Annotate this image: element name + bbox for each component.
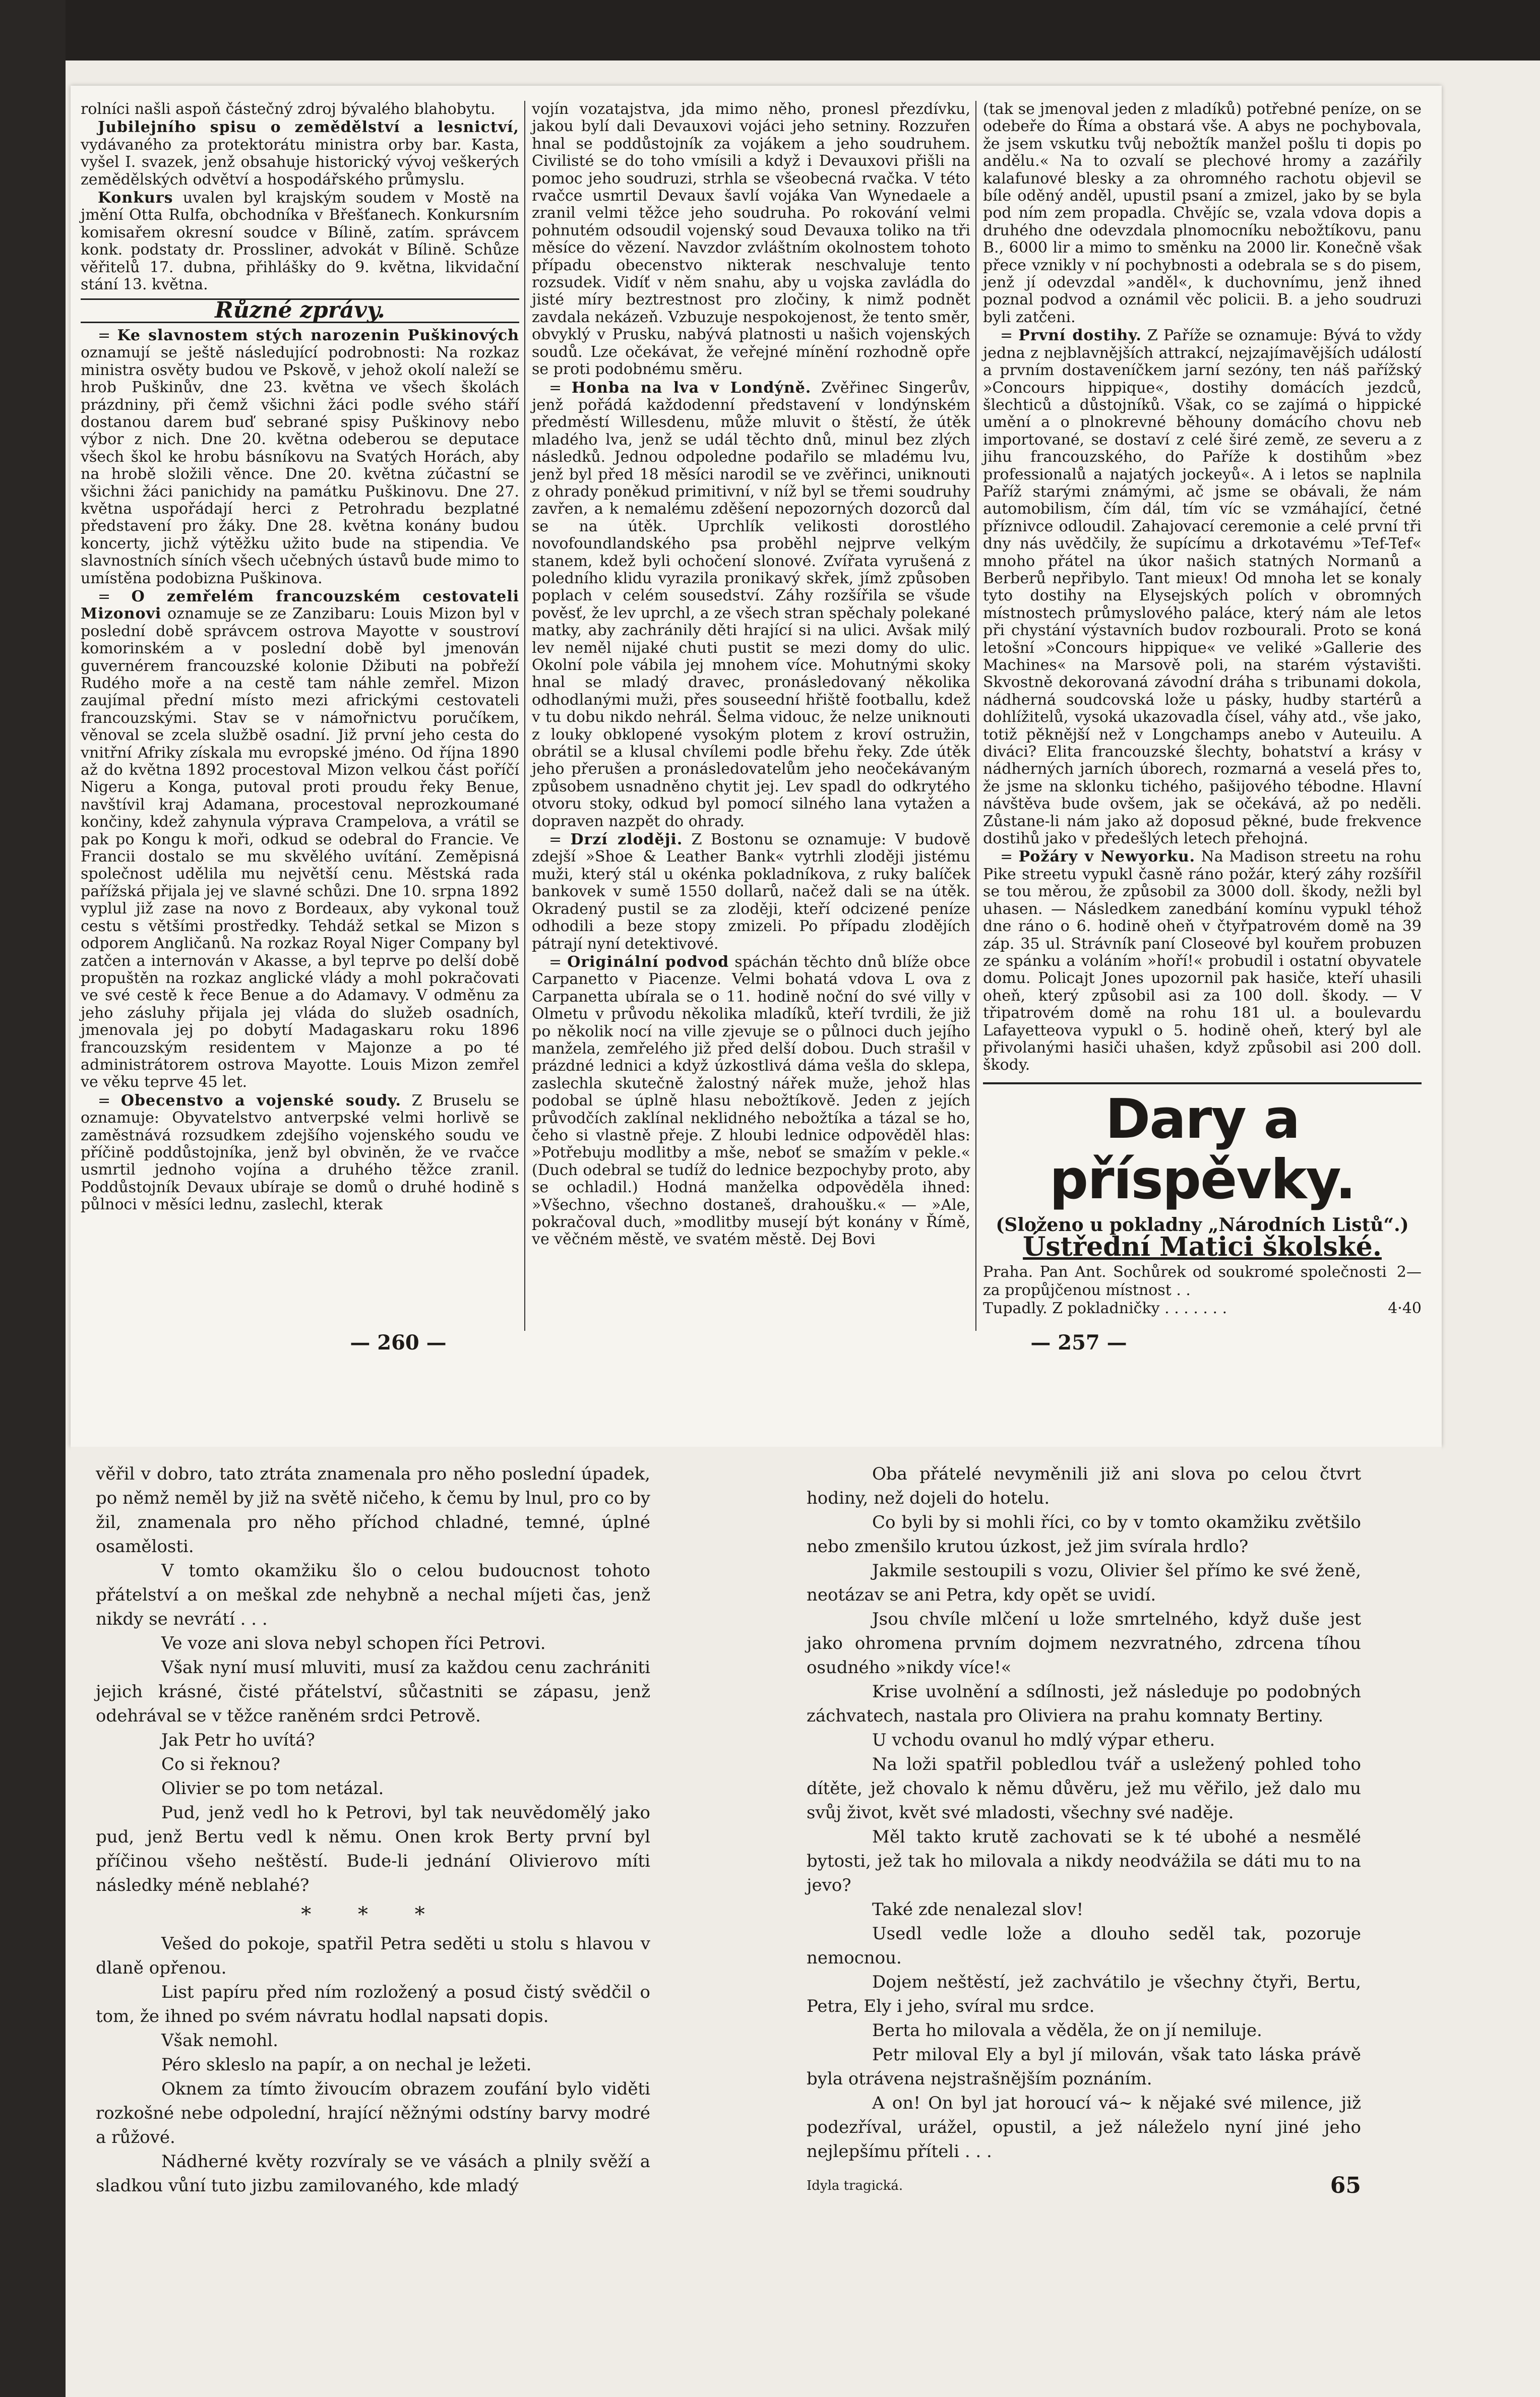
book-paragraph: Péro skleslo na papír, a on nechal je ležeti. xyxy=(161,2055,532,2075)
news-column-1 xyxy=(81,101,519,1215)
news-paragraph: = Honba na lva v Londýně. Zvěřinec Singerův, jenž pořádá každodenní představení v londýnském předměstí Willesdenu, může mluvit o štěstí, že útěk mladého lva, jenž se udál těchto dnů, minul bez zlých následků. Jednou odpoledne podařilo se mladému lvu, jenž byl před 18 měsíci narodil se ve zvěřinci, uniknouti z ohrady poněkud primitivní, v níž byl se třemi soudruhy zavřen, a k nemalému zděšení nepozorných dozorců dal se na útěk. Uprchlík velikosti dorostlého novofoundlandského psa proběhl nejprve velkým stanem, kdež byli ochočení slonové. Zvířata vyrušená z poledního klidu vyrazila pronikavý skřek, jímž způsoben poplach v celém sousedství. Záhy rozšířila se všude pověsť, že lev uprchl, a ze všech stran spěchaly polekané matky, aby zachránily děti hrající si na ulici. Avšak milý lev neměl nijaké chuti pustit se mezi domy do ulic. Okolní pole vábila jej mnohem více. Mohutnými skoky hnal se mladý dravec, pronásledovaný několika odhodlanými muži, přes souseední hřiště footballu, kdež v tu dobu nikdo nehrál. Šelma vidouc, že nelze uniknouti z louky obklopené vysokým plotem z kroví ostružin, obrátil se a klusal chvílemi podle břehu řeky. Zde útěk jeho přerušen a pronásledovatelům jeho neočekávaným způsobem usnadněno chytit jej. Lev spadl do odkrytého otvoru stoky, odkud byl pomocí silného lana vytažen a dopraven nazpět do ohrady. xyxy=(532,379,970,830)
page-number-right: — 257 — xyxy=(1030,1331,1127,1355)
news-column-2 xyxy=(532,101,970,1250)
news-paragraph: rolníci našli aspoň částečný zdroj bývalého blahobytu. xyxy=(81,100,496,118)
column-rule xyxy=(975,101,976,1331)
section-break: * * * xyxy=(301,1903,445,1926)
section-heading: Různé zprávy. xyxy=(81,298,519,323)
book-paragraph: Jakmile sestoupili s vozu, Olivier šel přímo ke své ženě, neotázav se ani Petra, kdy opět se uvidí. xyxy=(807,1561,1361,1605)
book-paragraph: Olivier se po tom netázal. xyxy=(161,1778,384,1799)
book-paragraph: Petr miloval Ely a byl jí milován, však tato láska právě byla otrávena nejstrašnějším poznáním. xyxy=(807,2045,1361,2089)
book-paragraph: Jsou chvíle mlčení u lože smrtelného, když duše jest jako ohromena prvním dojmem nezvratného, zdrcena tíhou osudného »nikdy více!« xyxy=(807,1609,1361,1678)
book-page-number: 65 xyxy=(1330,2173,1361,2198)
newspaper-clipping xyxy=(71,86,1442,1447)
book-paragraph: Co byli by si mohli říci, co by v tomto okamžiku zvětšilo nebo zmenšilo krutou úzkost, jež jim svírala hrdlo? xyxy=(807,1512,1361,1557)
book-column-right xyxy=(807,1462,1361,2198)
donation-row: Tupadly. Z pokladničky . . . . . . . 4·40 xyxy=(983,1299,1422,1317)
book-paragraph: Dojem neštěstí, jež zachvátilo je všechny čtyři, Bertu, Petra, Ely i jeho, svíral mu srdce. xyxy=(807,1972,1361,2016)
page-number-left: — 260 — xyxy=(350,1331,447,1355)
news-column-3 xyxy=(983,101,1422,1318)
book-paragraph: věřil v dobro, tato ztráta znamenala pro něho poslední úpadek, po němž neměl by již na světě ničeho, k čemu by lnul, pro co by žil, znamenala pro něho příchod chladné, temné, úplné osamělosti. xyxy=(96,1464,650,1557)
scan-top-edge xyxy=(0,0,1540,60)
book-paragraph: Berta ho milovala a věděla, že on jí nemiluje. xyxy=(872,2020,1262,2041)
news-paragraph: = Obecenstvo a vojenské soudy. Z Bruselu se oznamuje: Obyvatelstvo antverpské velmi horlivě se zaměstnává rozsudkem zdejšího vojenského soudu ve příčině poddůstojníka, jenž byl obviněn, že ve rvačce usmrtil jednoho vojína a druhého těžce zranil. Poddůstojník Devaux ubíraje se domů o druhé hodině s půlnoci v měsíci lednu, zaslechl, kterak xyxy=(81,1091,519,1214)
book-paragraph: Jak Petr ho uvítá? xyxy=(161,1730,315,1750)
donations-subheading: (Složeno u pokladny „Národních Listů“.) xyxy=(996,1214,1409,1236)
news-paragraph: Jubilejního spisu o zemědělství a lesnictví, vydávaného za protektorátu ministra orby bar. Kasta, vyšel I. svazek, jenž obsahuje historický vývoj veškerých zemědělských odvětví a hospodářského průmyslu. xyxy=(81,118,519,189)
news-paragraph: (tak se jmenoval jeden z mladíků) potřebné peníze, on se odebeře do Říma a obstará vše. A abys ne pochybovala, že jsem vskutku tvůj nebožtík manžel pošlu ti dopis po andělu.« Na to ozvalí se plechové hromy a zazářily kalafunové blesky a za ohromného rachotu objevil se bíle oděný anděl, upustil psaní a zmizel, jako by se byla pod ním zem propadla. Chvějíc se, vzala vdova dopis a druhého dne odevzdala plnomocníku nebožtíkovu, panu B., 6000 lir a mimo to směnku na 2000 lir. Konečně však přece vznikly v ní pochybnosti a odebrala se s do pisem, jenž jí odevzdal »anděl«, k duchovnímu, jenž ihned poznal podvod a oznámil věc policii. B. a jeho soudruzi byli zatčeni. xyxy=(983,100,1422,326)
book-paragraph: Také zde nenalezal slov! xyxy=(872,1899,1084,1920)
book-paragraph: Však nemohl. xyxy=(161,2031,278,2051)
book-paragraph: Co si řeknou? xyxy=(161,1754,280,1774)
book-paragraph: Ve voze ani slova nebyl schopen říci Petrovi. xyxy=(161,1633,546,1653)
page-footer xyxy=(807,2174,1361,2198)
book-paragraph: Oknem za tímto živoucím obrazem zoufání bylo viděti rozkošné nebe odpolední, hrající něžnými odstíny barvy modré a růžové. xyxy=(96,2079,650,2147)
donations-heading: Dary a příspěvky. xyxy=(983,1082,1422,1210)
donation-row: Praha. Pan Ant. Sochůrek od soukromé společnosti za propůjčenou místnost . . 2— xyxy=(983,1263,1422,1299)
news-paragraph: = Požáry v Newyorku. Na Madison streetu na rohu Pike streetu vypukl časně ráno požár, který záhy rozšířil se tou měrou, že způsobil za 3000 doll. škody, nežli byl uhasen. — Následkem zanedbání komínu vypukl téhož dne ráno o 6. hodině oheň v čtyřpatrovém domě na 39 záp. 35 ul. Strávník paní Closeové byl kouřem probuzen ze spánku a voláním »hoří!« probudil i ostatní obyvatele domu. Policajt Jones upozornil pak hasiče, kteří uhasili oheň, který způsobil asi za 100 doll. škody. — V třipatrovém domě na rohu 181 ul. a boulevardu Lafayetteova vypukl o 5. hodině oheň, který byl ale přivolanými hasiči uhašen, když způsobil asi 200 doll. škody. xyxy=(983,848,1422,1074)
book-paragraph: U vchodu ovanul ho mdlý výpar etheru. xyxy=(872,1730,1215,1750)
book-paragraph: Však nyní musí mluviti, musí za každou cenu zachrániti jejich krásné, čisté přátelství, sůčastniti se zápasu, jenž odehrával se v těžce raněném srdci Petrově. xyxy=(96,1657,650,1726)
news-paragraph: vojín vozatajstva, jda mimo něho, pronesl přezdívku, jakou bylí dali Devauxovi vojáci jeho setniny. Rozzuřen hnal se poddůstojník za vojákem a jeho soudruhem. Civilisté se do toho vmísili a když i Devauxovi přišli na pomoc jeho soudruzi, strhla se všeobecná rvačka. V této rvačce usmrtil Devaux šavlí vojáka Van Wynedaele a zranil velmi těžce jeho soudruha. Po rokování velmi pohnutém odsoudil vojenský soud Devauxa toliko na tři měsíce do vězení. Navzdor zvláštním okolnostem tohoto případu obecenstvo nikterak neschvaluje tento rozsudek. Vidíť v něm snahu, aby u vojska zavládla do jisté míry beztrestnost pro zločiny, k nimž podnět zavdala nekázeň. Vzbuzuje nespokojenost, že tento směr, obvyklý v Prusku, nabývá platnosti u našich vojenských soudů. Lze očekávat, že veřejné mínění rozhodně opře se proti podobnému směru. xyxy=(532,100,970,379)
book-paragraph: Usedl vedle lože a dlouho seděl tak, pozoruje nemocnou. xyxy=(807,1924,1361,1968)
book-pages xyxy=(71,1447,1442,2397)
book-paragraph: Pud, jenž vedl ho k Petrovi, byl tak neuvědomělý jako pud, jenž Bertu vedl k němu. Onen krok Berty první byl příčinou všeho neštěstí. Bude-li jednání Olivierovo míti následky méně neblahé? xyxy=(96,1803,650,1895)
book-paragraph: Oba přátelé nevyměnili již ani slova po celou čtvrt hodiny, než dojeli do hotelu. xyxy=(807,1464,1361,1508)
scan-left-edge xyxy=(0,0,66,2397)
news-paragraph: = O zemřelém francouzském cestovateli Mizonovi oznamuje se ze Zanzibaru: Louis Mizon byl v poslední době správcem ostrova Mayotte v soustroví komorinském a v poslední době byl jmenován guvernérem francouzské kolonie Džibuti na pobřeží Rudého moře a na cestě tam náhle zemřel. Mizon zaujímal přední místo mezi africkými cestovateli francouzskými. Stav se v námořnictvu poručíkem, věnoval se zcela službě osadní. Již první jeho cesta do vnitřní Afriky získala mu evropské jméno. Od října 1890 až do května 1892 procestoval Mizon velkou část poříčí Nigeru a Konga, putoval proti proudu řeky Benue, navštívil kraj Adamana, procestoval neprozkoumané končiny, kdež zahynula výprava Crampelova, a vrátil se pak po Kongu k moři, odkud se odebral do Francie. Ve Francii dostalo se mu skvělého uvítání. Zeměpisná společnost udělila mu největší cenu. Městská rada pařížská přijala jej ve slavné schůzi. Dne 10. srpna 1892 vyplul již zase na novo z Bordeaux, aby vykonal touž cestu s většími prostředky. Tehdáž setkal se Mizon s odporem Angličanů. Na rozkaz Royal Niger Company byl zatčen a internován v Akasse, a byl teprve po delší době propuštěn na rozkaz anglické vlády a mohl pokračovati ve své cestě k řece Benue a do Adamavy. V odměnu za jeho zásluhy přijala jej vláda do služeb osadních, jmenovala jej po dobytí Madagaskaru roku 1896 francouzským residentem v Majonze a po té administrátorem ostrova Mayotte. Louis Mizon zemřel ve věku teprve 45 let. xyxy=(81,587,519,1091)
news-paragraph: = První dostihy. Z Paříže se oznamuje: Bývá to vždy jedna z nejblavnějších attrakcí, nejzajímavějších událostí a prvním dostaveníčkem jarní sezóny, ten náš pařížský »Concours hippique«, dostihy domácích jezdců, šlechticů a důstojníků. Však, co se zajímá o hippické umění a o plnokrevné běhouny domácího chovu neb importované, se dostaví z celé širé země, ze severu a z jihu francouzského, do Paříže k dostihům »bez professionalů a najatých jockeyů«. A i letos se naplnila Paříž starými známými, ač jsme se obávali, že nám automobilism, čím dál, tím víc se vzmáhající, četné příznivce odloudil. Zahajovací ceremonie a celé první tři dny nás uvědčily, že supícímu a drkotavému »Tef-Tef« mnoho přátel na úkor našich statných Normanů a Berberů nepřibylo. Tant mieux! Od mnoha let se konaly tyto dostihy na Elysejských polích v obromných místnostech průmyslového paláce, který nám ale letos při chystání výstavních budov rozbourali. Proto se koná letošní »Concours hippique« ve veliké »Gallerie des Machines« na Marsově poli, na starém výstavišti. Skvostně dekorovaná závodní dráha s tribunami dokola, nádherná soudcovská lože u pásky, hudby startérů a dohlížitelů, vysoká ukazovadla čísel, váhy atd., vše jako, totiž pěknější než v Longchamps anebo v Auteuilu. A diváci? Elita francouzské šlechty, bohatství a krásy v nádherných jarních úborech, rozmarná a veselá přes to, že jsme na sklonku tichého, pašijového tébodne. Hlavní návštěva bude ovšem, jak se očekává, až po neděli. Zůstane-li nám jako až doposud pěkné, bude frekvence dostihů jako v předešlých letech přehojná. xyxy=(983,327,1422,848)
book-paragraph: V tomto okamžiku šlo o celou budoucnost tohoto přátelství a on meškal zde nehybně a nechal míjeti čas, jenž nikdy se nevrátí . . . xyxy=(96,1561,650,1629)
book-paragraph: Na loži spatřil pobledlou tvář a usležený pohled toho dítěte, jež chovalo k němu důvěru, jež mu věřilo, jež dalo mu svůj život, květ své mladosti, všechny své naděje. xyxy=(807,1754,1361,1823)
book-paragraph: Krise uvolnění a sdílnosti, jež následuje po podobných záchvatech, nastala pro Oliviera na prahu komnaty Bertiny. xyxy=(807,1682,1361,1726)
book-column-left xyxy=(96,1462,650,2198)
news-paragraph: = Originální podvod spáchán těchto dnů blíže obce Carpanetto v Piacenze. Velmi bohatá vdova L ova z Carpanetta ubírala se o 11. hodině noční do své villy v Olmetu v průvodu několika mladíků, kteří tvrdili, že již po několik nocí na ville zjevuje se o půlnoci duch jejího manžela, zemřelého již před delší dobou. Duch strašil v prázdné lednici a když úzkostlivá dáma vešla do sklepa, zaslechla skutečně žalostný nářek muže, jehož hlas podobal se úplně hlasu nebožtíkově. Jeden z jejích průvodčích zaklínal neklidného nebožtíka a tázal se ho, čeho si vlastně přeje. Z hloubi lednice odpověděl hlas: »Potřebuju modlitby a mše, neboť se smažím v pekle.« (Duch odebral se tudíž do lednice bezpochyby proto, aby se ochladil.) Hodná manželka odpověděla ihned: »Všechno, všechno dostaneš, drahoušku.« — »Ale, pokračoval duch, »modlitby musejí být konány v Římě, ve věčném městě, ve svatém městě. Dej Bovi xyxy=(532,953,970,1249)
running-title: Idyla tragická. xyxy=(807,2178,903,2193)
book-paragraph: Vešed do pokoje, spatřil Petra seděti u stolu s hlavou v dlaně opřenou. xyxy=(96,1934,650,1978)
news-paragraph: Konkurs uvalen byl krajským soudem v Mostě na jmění Otta Rulfa, obchodníka v Břešťanech. Konkursním komisařem okresní soudce v Bílině, zatím. správcem konk. podstaty dr. Prossliner, advokát v Bílině. Schůze věřitelů 17. dubna, přihlášky do 9. května, likvidační stání 13. května. xyxy=(81,189,519,294)
column-rule xyxy=(524,101,525,1331)
donations-recipient: Ústřední Matici školské. xyxy=(1023,1232,1382,1263)
book-paragraph: Nádherné květy rozvíraly se ve vásách a plnily svěží a sladkou vůní tuto jizbu zamilovaného, kde mladý xyxy=(96,2152,650,2196)
book-paragraph: A on! On byl jat horoucí vá~ k nějaké své milence, již podezříval, urážel, opustil, a jež náleželo nyní jiné jeho nejlepšímu příteli . . . xyxy=(807,2093,1361,2162)
book-paragraph: Měl takto krutě zachovati se k té ubohé a nesmělé bytosti, jež tak ho milovala a nikdy neodvážila se dáti mu to na jevo? xyxy=(807,1827,1361,1895)
book-paragraph: List papíru před ním rozložený a posud čistý svědčil o tom, že ihned po svém návratu hodlal napsati dopis. xyxy=(96,1982,650,2026)
news-paragraph: = Drzí zloději. Z Bostonu se oznamuje: V budově zdejší »Shoe & Leather Bank« vytrhli zloději jistému muži, který stál u okénka pokladníkova, z ruky balíček bankovek v sumě 1550 dollarů, načež dali se na útěk. Okradený pustil se za zloději, kteří odcizené peníze odhodili a beze stopy zmizeli. Po případu zlodějích pátrají nyní detektivové. xyxy=(532,831,970,953)
news-paragraph: = Ke slavnostem stých narozenin Puškinových oznamují se ještě následující podrobnosti: Na rozkaz ministra osvěty budou ve Pskově, v jehož okolí naleží se hrob Puškinův, dne 23. května ve všech školách prázdniny, při čemž všichni žáci podle svého stáří dostanou darem buď sebrané spisy Puškinovy nebo výbor z nich. Dne 20. května odeberou se deputace všech škol ke hrobu básníkovu na Svatých Horách, aby na hrobě složili věnce. Dne 20. května zúčastní se všichni žáci panichidy na památku Puškinovu. Dne 27. května uspořádají herci z Petrohradu bezplatné představení pro žáky. Dne 28. května konány budou koncerty, jichž výtěžku užito bude na stipendia. Ve slavnostních síních všech učebných ústavů bude mimo to umístěna podobizna Puškinova. xyxy=(81,326,519,587)
